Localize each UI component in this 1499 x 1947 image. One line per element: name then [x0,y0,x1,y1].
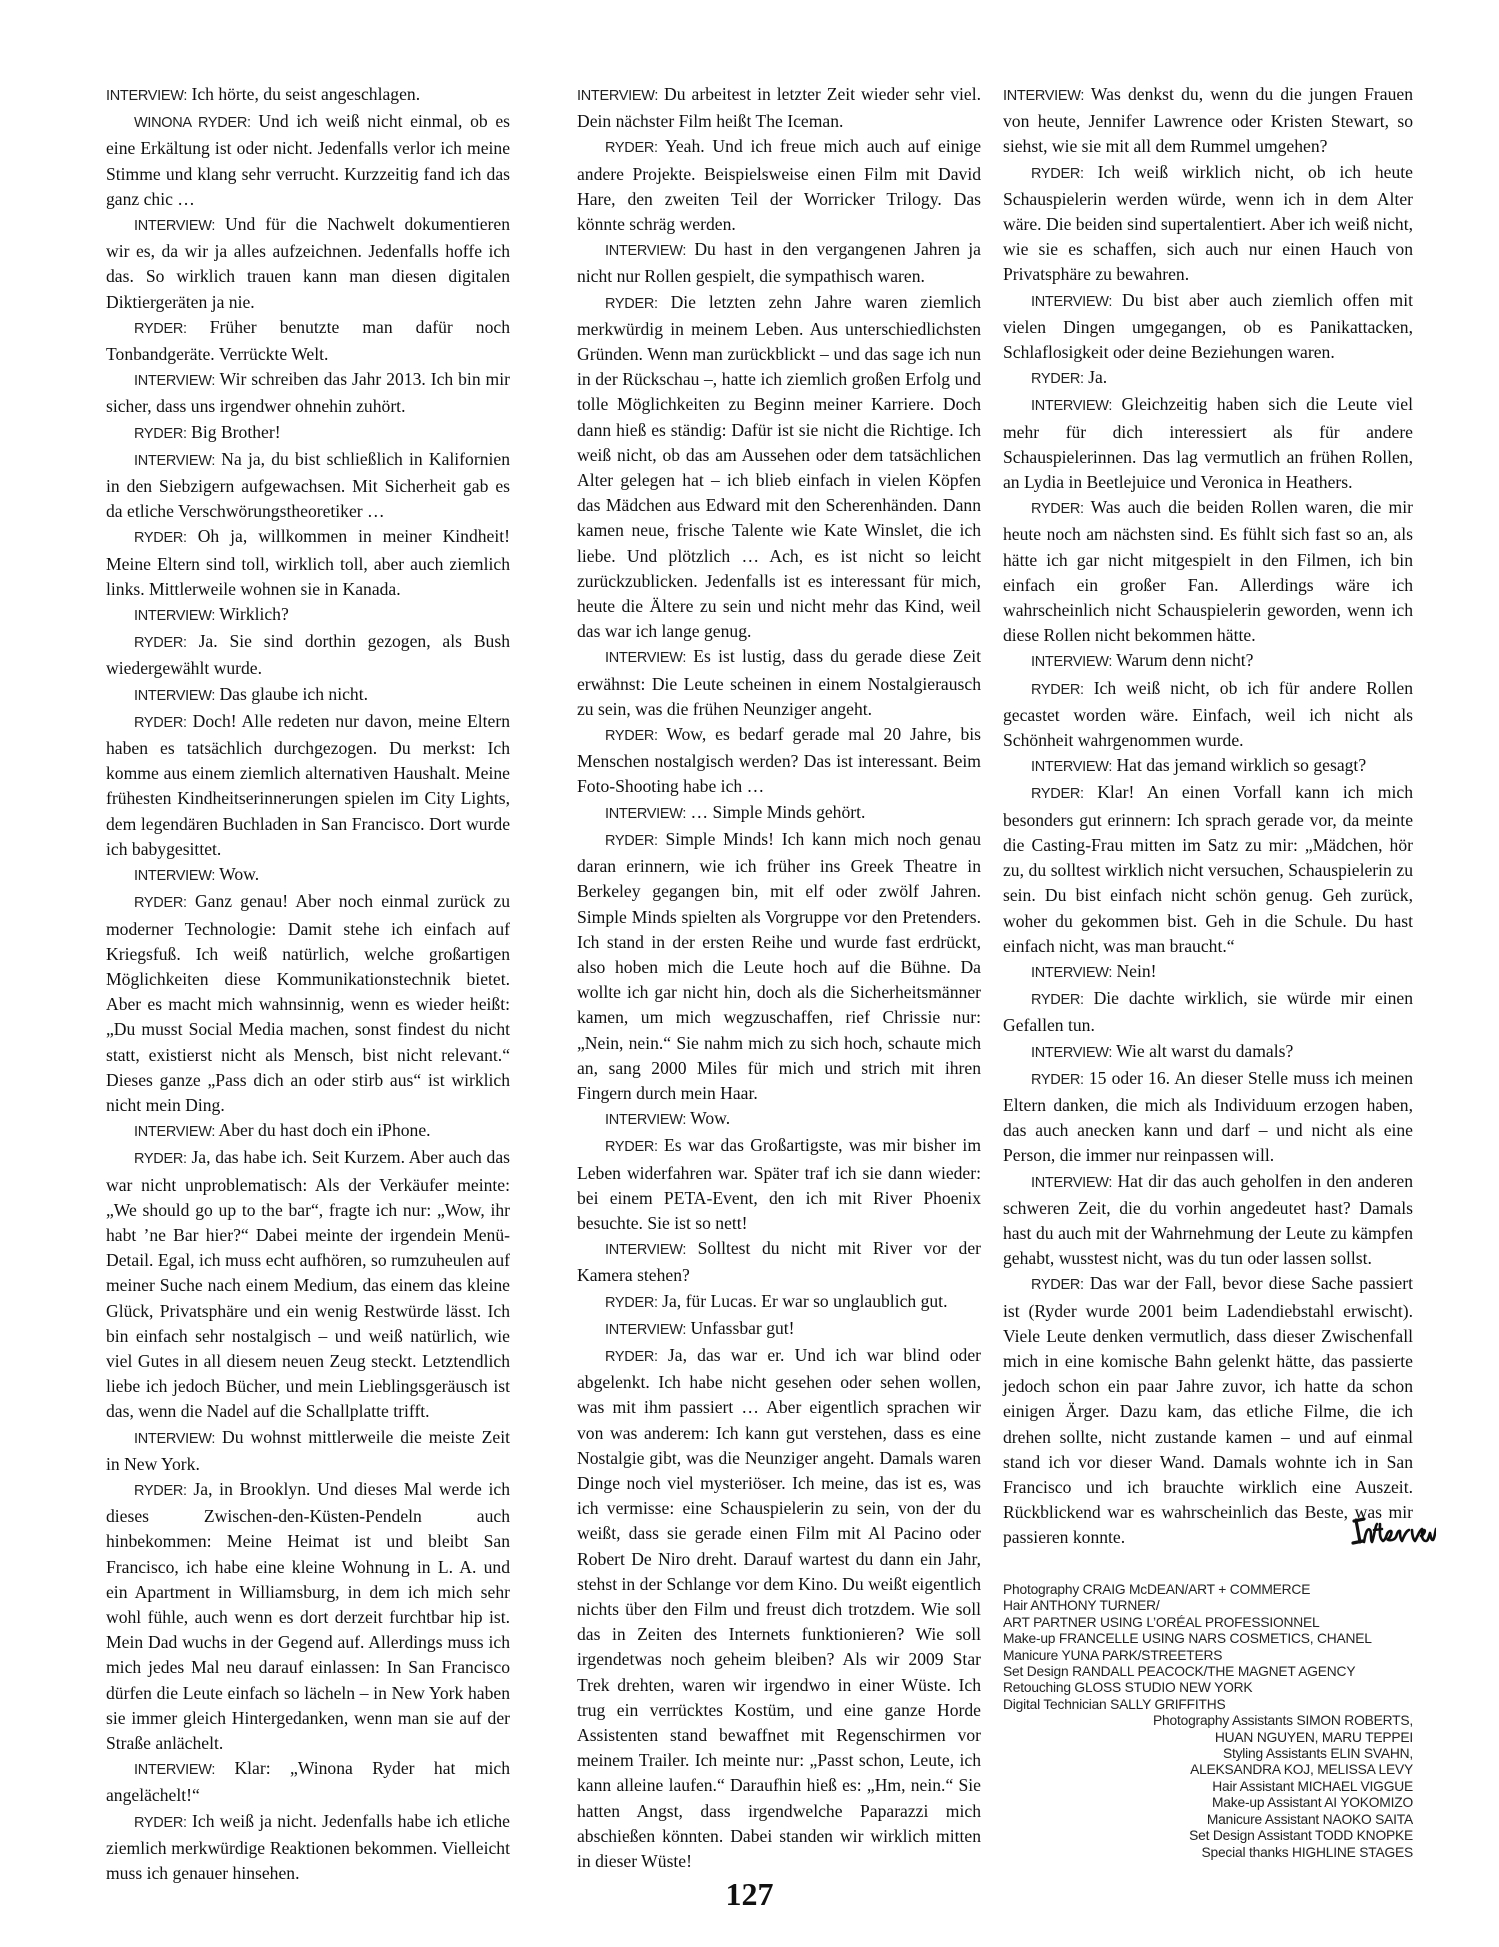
paragraph-text: Ich hörte, du seist angeschlagen. [187,84,421,104]
interview-paragraph [1003,1066,1413,1169]
paragraph-text: Früher benutzte man dafür noch Tonbandgeräte. Verrückte Welt. [106,316,510,365]
speaker-label: RYDER: [1031,992,1084,1009]
speaker-label: INTERVIEW: [577,88,659,104]
paragraph-text: Wow. [215,864,260,885]
paragraph-text: Was auch die beiden Rollen waren, die mir heute noch am nächsten sind. Es fühlt sich fast so an, als hätte ich gar nicht mitgespielt in den Filmen, ich bin einfach ein großer Fan. Allerdings wäre ich wahrscheinlich nicht Schauspielerin geworden, wenn ich diese Rollen nicht bekommen hätte. [1003,497,1413,646]
paragraph-text: Wow, es bedarf gerade mal 20 Jahre, bis Menschen nostalgisch werden? Das ist interessant. Beim Foto-Shooting habe ich … [577,724,981,797]
speaker-label: INTERVIEW: [1031,964,1113,981]
speaker-label: RYDER: [134,714,187,731]
interview-paragraph [577,644,981,722]
credit-line: Special thanks HIGHLINE STAGES [1201,1844,1413,1860]
paragraph-text: Unfassbar gut! [686,1317,795,1338]
speaker-label: INTERVIEW: [134,608,216,625]
paragraph-text: Ja, das habe ich. Seit Kurzem. Aber auch das war nicht unproblematisch: Als der Verkäufer meinte: „We should go up to the bar“, fragte ich nur: „Wow, ihr habt ’ne Bar hier?“ Dabei meinte der irgendein Menü-Detail. Egal, ich muss echt aufhören, so rumzuheulen auf meiner Suche nach einem Medium, das einem das kleine Glück, Privatsphäre und ein wenig Restwürde lässt. Ich bin einfach sehr nostalgisch – und weiß natürlich, wie viel Gutes in all diesem neuen Zeug steckt. Letztendlich liebe ich jedoch Bücher, und mein Lieblingsgeräusch ist das, wenn die Nadel auf die Schallplatte trifft. [106,1147,510,1422]
paragraph-text: Das glaube ich nicht. [215,683,368,704]
interview-paragraph [577,1133,981,1236]
credit-line: Manicure YUNA PARK/STREETERS [1003,1647,1223,1663]
speaker-label: RYDER: [1031,165,1084,182]
paragraph-text: Und für die Nachwelt dokumentieren wir es, da wir ja alles aufzeichnen. Jedenfalls hoffe ich das. So wirklich trauen kann man diesen digitalen Diktiergeräten ja nie. [106,214,510,312]
paragraph-text: Gleichzeitig haben sich die Leute viel mehr für dich interessiert als für andere Schauspielerinnen. Das lag vermutlich an frühen Rollen, an Lydia in Beetlejuice und Veronica in Heathers. [1003,394,1413,493]
credit-line: Set Design RANDALL PEACOCK/THE MAGNET AGENCY [1003,1664,1356,1680]
speaker-label: RYDER: [605,295,658,312]
credit-line: ART PARTNER USING L’ORÉAL PROFESSIONNEL [1003,1614,1320,1630]
interview-paragraph [1003,1271,1413,1550]
paragraph-text: Das war der Fall, bevor diese Sache passiert ist (Ryder wurde 2001 beim Ladendiebstahl erwischt). Viele Leute denken vermutlich, dass dieser Zwischenfall mich in eine komische Bahn gelenkt hätte, das passierte jedoch schon ein paar Jahre zuvor, ich hatte da schon einigen Ärger. Dazu kam, das etliche Filme, die ich drehen sollte, nicht zustande kamen – und auf einmal stand ich vor dieser Wand. Damals wohnte ich in San Francisco und ich brauchte wirklich eine Auszeit. Rückblickend war es wahrscheinlich das Beste, was mir passieren konnte. [1003,1273,1413,1548]
speaker-label: INTERVIEW: [1031,1044,1113,1061]
interview-paragraph [577,1106,981,1133]
paragraph-text: Aber du hast doch ein iPhone. [215,1120,431,1141]
speaker-label: INTERVIEW: [605,1112,687,1129]
speaker-label: RYDER: [605,728,658,745]
credit-line: Retouching GLOSS STUDIO NEW YORK [1003,1680,1253,1696]
paragraph-text: Klar: „Winona Ryder hat mich angelächelt!“ [106,1758,510,1806]
credit-line: Photography CRAIG McDEAN/ART + COMMERCE [1003,1582,1311,1597]
interview-paragraph [106,1425,510,1477]
speaker-label: RYDER: [1031,501,1084,518]
paragraph-text: Ich weiß nicht, ob ich für andere Rollen gecastet worden wäre. Einfach, weil ich nicht als Schönheit wahrgenommen wurde. [1003,677,1413,751]
paragraph-text: Wie alt warst du damals? [1112,1040,1294,1061]
paragraph-text: Die letzten zehn Jahre waren ziemlich merkwürdig in meinem Leben. Aus unterschiedlichsten Gründen. Wenn man zurückblickt – und das sage ich nun in der Rückschau –, hatte ich ziemlich großen Erfolg und tolle Möglichkeiten zu Beginn meiner Karriere. Doch dann hieß es ständig: Dafür ist sie nicht die Richtige. Ich weiß nicht, ob das am Aussehen oder dem tatsächlichen Alter gelegen hat – ich blieb einfach in vielen Köpfen das Mädchen aus Edward mit den Scherenhänden. Dann kamen neue, frische Talente wie Kate Winslet, die ich liebe. Und plötzlich … Ach, es ist nicht so leicht zurückzublicken. Jedenfalls ist es interessant für mich, heute die Ältere zu sein und nicht mehr das Kind, weil das war ich lange genug. [577,291,981,642]
paragraph-text: Na ja, du bist schließlich in Kalifornien in den Siebzigern aufgewachsen. Mit Sicherheit gab es da etliche Verschwörungstheoretiker … [106,448,510,522]
paragraph-text: Was denkst du, wenn du die jungen Frauen von heute, Jennifer Lawrence oder Kristen Stewart, so siehst, wie sie mit all dem Rummel umgehen? [1003,84,1413,157]
paragraph-text: Hat dir das auch geholfen in den anderen schweren Zeit, die du vorhin angedeutet hast? Damals hast du auch mit der Wahrnehmung der Leute zu kämpfen gehabt, wusstest nicht, was du tun oder lassen sollst. [1003,1170,1413,1269]
credit-line: Set Design Assistant TODD KNOPKE [1189,1828,1413,1844]
credits-right-list [1003,1713,1413,1861]
speaker-label: INTERVIEW: [1031,293,1113,310]
interview-paragraph [1003,392,1413,495]
paragraph-text: Warum denn nicht? [1112,650,1254,671]
interview-paragraph [106,420,510,447]
speaker-label: INTERVIEW: [134,1762,216,1779]
interview-paragraph [106,82,510,109]
speaker-label: INTERVIEW: [134,687,216,704]
interview-paragraph [577,1343,981,1874]
paragraph-text: Ja. [1083,367,1108,388]
paragraph-text: Ja, in Brooklyn. Und dieses Mal werde ich dieses Zwischen-den-Küsten-Pendeln auch hinbekommen: Meine Heimat ist und bleibt San Francisco, ich habe eine kleine Wohnung in L. A. und ein Apartment in Williamsburg, in dem ich mich sehr wohl fühle, auch wenn es dort derzeit furchtbar hip ist. Mein Dad wuchs in der Gegend auf. Allerdings muss ich mich jedes Mal neu darauf einlassen: In San Francisco dürfen die Leute einfach so lächeln – in New York haben sie immer gleich Hintergedanken, wenn man sie auf der Straße anlächelt. [106,1478,510,1753]
interview-paragraph [577,800,981,827]
speaker-label: INTERVIEW: [1031,759,1113,776]
interview-paragraph [1003,986,1413,1038]
paragraph-text: Wir schreiben das Jahr 2013. Ich bin mir sicher, dass uns irgendwer ohnehin zuhört. [106,369,510,417]
interview-paragraph [577,237,981,289]
interview-paragraph [1003,82,1413,160]
interview-paragraph [106,1145,510,1424]
credit-line: Digital Technician SALLY GRIFFITHS [1003,1696,1226,1712]
interview-paragraph [577,290,981,645]
speaker-label: RYDER: [1031,1277,1084,1294]
interview-paragraph [106,1756,510,1808]
interview-paragraph [106,889,510,1118]
interview-paragraph [577,1316,981,1343]
speaker-label: RYDER: [605,1348,658,1365]
speaker-label: RYDER: [134,1814,187,1831]
paragraph-text: Es ist lustig, dass du gerade diese Zeit erwähnst: Die Leute scheinen in einem Nostalgierausch zu sein, was die frühen Neunziger angeht. [577,646,981,719]
paragraph-text: Ja, das war er. Und ich war blind oder abgelenkt. Ich habe nicht gesehen oder sehen wollen, was mit ihm passiert … Aber eigentlich sprachen wir von was anderem: Ich kann gut verstehen, dass es eine Nostalgie gibt, was die Neunziger angeht. Damals waren Dinge noch viel mysteriöser. Ich meine, das ist es, was ich vermisse: eine Schauspielerin zu sein, von der du weißt, dass sie gerade einen Film mit Al Pacino oder Robert De Niro dreht. Darauf wartest du dann ein Jahr, stehst in der Schlange vor dem Kino. Du weißt eigentlich nichts über den Film und freust dich trotzdem. Wie soll das in Zeiten des Internets funktionieren? Wie soll irgendetwas noch geheim bleiben? Als wir 2009 Star Trek drehten, waren wir irgendwo in einer Wüste. Ich trug ein verrücktes Kostüm, und eine ganze Horde Assistenten stand bewaffnet mit Regenschirmen vor meinem Trailer. Ich meinte nur: „Passt schon, Leute, ich kann alleine laufen.“ Daraufhin hieß es: „Hm, nein.“ Sie hatten Angst, dass irgendwelche Paparazzi mich abschießen könnten. Dabei standen wir wirklich mitten in dieser Wüste! [577,1344,981,1872]
speaker-label: RYDER: [605,832,658,849]
interview-paragraph [1003,160,1413,288]
text-column-2 [577,82,981,1874]
credits-left-list [1003,1582,1413,1713]
interview-logo [1350,1512,1436,1550]
interview-paragraph [1003,959,1413,986]
paragraph-text: Ja, für Lucas. Er war so unglaublich gut. [657,1290,948,1311]
interview-paragraph [1003,780,1413,958]
interview-paragraph [106,447,510,525]
speaker-label: RYDER: [1031,371,1084,388]
speaker-label: RYDER: [134,635,187,652]
interview-paragraph [106,367,510,419]
credit-line: Hair ANTHONY TURNER/ [1003,1598,1160,1614]
speaker-label: INTERVIEW: [1031,1174,1113,1191]
interview-paragraph [106,1809,510,1887]
paragraph-text: Nein! [1112,960,1157,981]
paragraph-text: Ganz genau! Aber noch einmal zurück zu moderner Technologie: Damit stehe ich einfach auf Kriegsfuß. Ich weiß natürlich, welche großartigen Möglichkeiten diese Kommunikationstechnik bietet. Aber es macht mich wahnsinnig, wenn es wieder heißt: „Du musst Social Media machen, sonst findest du nicht statt, existierst nicht als Mensch, bist nicht relevant.“ Dieses ganze „Pass dich an oder stirb aus“ ist wirklich nicht mein Ding. [106,891,510,1115]
paragraph-text: Es war das Großartigste, was mir bisher im Leben widerfahren war. Später traf ich sie dann wieder: bei einem PETA-Event, den ich mit River Phoenix besuchte. Sie ist so nett! [577,1135,981,1233]
speaker-label: RYDER: [1031,786,1084,803]
interview-paragraph [1003,288,1413,366]
speaker-label: RYDER: [1031,1071,1084,1088]
interview-paragraph [577,1289,981,1316]
speaker-label: RYDER: [134,895,187,912]
interview-paragraph [106,524,510,602]
interview-paragraph [577,1236,981,1288]
credit-line: Styling Assistants ELIN SVAHN, [1222,1746,1413,1762]
speaker-label: INTERVIEW: [106,88,188,104]
speaker-label: WINONA RYDER: [134,115,251,132]
interview-paragraph [577,827,981,1106]
interview-paragraph [106,1118,510,1145]
speaker-label: INTERVIEW: [134,1430,216,1447]
speaker-label: INTERVIEW: [605,1242,687,1259]
speaker-label: RYDER: [134,1151,187,1168]
speaker-label: RYDER: [134,530,187,547]
paragraph-text: Oh ja, willkommen in meiner Kindheit! Meine Eltern sind toll, wirklich toll, aber auch ziemlich links. Mittlerweile wohnen sie in Kanada. [106,526,510,599]
credit-line: Make-up Assistant AI YOKOMIZO [1212,1795,1413,1811]
interview-paragraph [1003,676,1413,754]
interview-paragraph [1003,1039,1413,1066]
paragraph-text: Simple Minds! Ich kann mich noch genau daran erinnern, wie ich früher ins Greek Theatre in Berkeley gegangen bin, mit elf oder zwölf Jahren. Simple Minds spielten als Vorgruppe vor den Pretenders. Ich stand in der ersten Reihe und wurde fast erdrückt, also hoben mich die Leute hoch auf die Bühne. Da wollte ich gar nicht hin, doch als die Sicherheitsmänner kamen, um mich wegzuschaffen, rief Chrissie nur: „Nein, nein.“ Sie nahm mich zu sich hoch, schaute mich an, sang 2000 Miles für mich und strich mit ihren Fingern durch mein Haar. [577,828,981,1103]
credit-line: ALEKSANDRA KOJ, MELISSA LEVY [1190,1762,1413,1778]
interview-paragraph [1003,648,1413,675]
speaker-label: RYDER: [134,1482,187,1499]
interview-paragraph [106,602,510,629]
paragraph-text: Wirklich? [215,604,289,625]
interview-paragraph [577,722,981,800]
interview-paragraph [1003,1169,1413,1272]
paragraph-text: Ich weiß wirklich nicht, ob ich heute Schauspielerin werden würde, wenn ich in dem Alter wäre. Die beiden sind supertalentiert. Aber ich weiß nicht, wie sie es schaffen, sich auch nur einen Hauch von Privatsphäre zu bewahren. [1003,161,1413,285]
paragraph-text: Doch! Alle redeten nur davon, meine Eltern haben es tatsächlich durchgezogen. Du merkst: Ich komme aus einem ziemlich alternativen Haushalt. Meine frühesten Kindheitserinnerungen spielen im City Lights, dem legendären Buchladen in San Francisco. Dort wurde ich babygesittet. [106,710,510,859]
paragraph-text: Yeah. Und ich freue mich auch auf einige andere Projekte. Beispielsweise einen Film mit David Hare, den zweiten Teil der Worricker Trilogy. Das könnte schräg werden. [577,136,981,235]
interview-paragraph [106,109,510,212]
paragraph-text: Du wohnst mittlerweile die meiste Zeit in New York. [106,1426,510,1474]
interview-paragraph [1003,365,1413,392]
interview-paragraph [577,134,981,237]
paragraph-text: Solltest du nicht mit River vor der Kamera stehen? [577,1238,981,1286]
speaker-label: INTERVIEW: [605,805,687,822]
speaker-label: INTERVIEW: [605,1321,687,1338]
interview-paragraph [106,629,510,681]
speaker-label: RYDER: [605,140,658,157]
paragraph-text: Klar! An einen Vorfall kann ich mich besonders gut erinnern: Ich sprach gerade vor, da meinte die Casting-Frau mitten im Satz zu mir: „Mädchen, hör zu, du solltest wirklich nicht versuchen, Schauspielerin zu sein. Du bist einfach nicht schön genug. Geh zurück, woher du gekommen bist. Geh in die Schule. Du hast einfach nicht, was man braucht.“ [1003,782,1413,956]
interview-paragraph [577,82,981,134]
text-column-3 [1003,82,1413,1551]
speaker-label: INTERVIEW: [1003,88,1085,104]
speaker-label: INTERVIEW: [1031,398,1113,415]
speaker-label: INTERVIEW: [605,650,687,667]
photo-credits [1003,1582,1413,1861]
interview-paragraph [1003,753,1413,780]
speaker-label: RYDER: [134,320,187,337]
paragraph-text: Du bist aber auch ziemlich offen mit vielen Dingen umgegangen, ob es Panikattacken, Schlaflosigkeit oder deine Beziehungen waren. [1003,289,1413,363]
paragraph-text: Die dachte wirklich, sie würde mir einen Gefallen tun. [1003,988,1413,1036]
speaker-label: RYDER: [605,1294,658,1311]
interview-paragraph [106,682,510,709]
interview-paragraph [106,1477,510,1756]
paragraph-text: Wow. [686,1108,731,1129]
credit-line: HUAN NGUYEN, MARU TEPPEI [1214,1729,1413,1745]
paragraph-text: Du arbeitest in letzter Zeit wieder sehr viel. Dein nächster Film heißt The Iceman. [577,84,981,132]
speaker-label: INTERVIEW: [134,452,216,469]
credit-line: Hair Assistant MICHAEL VIGGUE [1212,1778,1413,1794]
speaker-label: INTERVIEW: [134,373,216,390]
speaker-label: RYDER: [1031,681,1084,698]
speaker-label: INTERVIEW: [134,218,216,235]
paragraph-text: 15 oder 16. An dieser Stelle muss ich meinen Eltern danken, die mich als Individuum erzogen haben, das auch anecken kann und darf – und nicht als eine Person, die immer nur reinpassen will. [1003,1067,1413,1166]
interview-paragraph [106,212,510,315]
speaker-label: INTERVIEW: [1031,654,1113,671]
interview-paragraph [106,709,510,862]
paragraph-text: Ja. Sie sind dorthin gezogen, als Bush wiedergewählt wurde. [106,631,510,679]
interview-paragraph [106,862,510,889]
paragraph-text: Hat das jemand wirklich so gesagt? [1112,755,1367,776]
page-number: 127 [725,1876,774,1912]
paragraph-text: Du hast in den vergangenen Jahren ja nicht nur Rollen gespielt, die sympathisch waren. [577,239,981,287]
speaker-label: RYDER: [134,425,187,442]
paragraph-text: … Simple Minds gehört. [686,801,866,822]
credit-line: Photography Assistants SIMON ROBERTS, [1153,1713,1413,1729]
speaker-label: INTERVIEW: [134,868,216,885]
credit-line: Manicure Assistant NAOKO SAITA [1206,1811,1413,1827]
paragraph-text: Ich weiß ja nicht. Jedenfalls habe ich etliche ziemlich merkwürdige Reaktionen bekommen. Vielleicht muss ich genauer hinsehen. [106,1810,510,1884]
text-column-1 [106,82,510,1886]
paragraph-text: Und ich weiß nicht einmal, ob es eine Erkältung ist oder nicht. Jedenfalls verlor ich meine Stimme und klang sehr verrucht. Kurzzeitig fand ich das ganz chic … [106,111,510,209]
paragraph-text: Big Brother! [186,421,281,442]
speaker-label: RYDER: [605,1139,658,1156]
speaker-label: INTERVIEW: [605,243,687,260]
interview-paragraph [106,315,510,367]
interview-paragraph [1003,495,1413,648]
speaker-label: INTERVIEW: [134,1124,216,1141]
credit-line: Make-up FRANCELLE USING NARS COSMETICS, CHANEL [1003,1631,1372,1647]
